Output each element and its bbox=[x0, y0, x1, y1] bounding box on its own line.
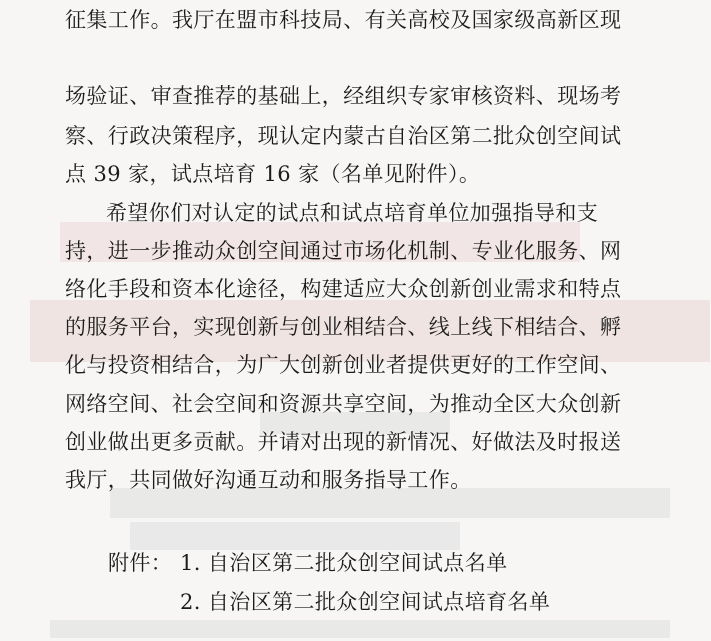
paragraph-line-11: 创业做出更多贡献。并请对出现的新情况、好做法及时报送 bbox=[65, 430, 622, 454]
paragraph-line-4: 点 39 家，试点培育 16 家（名单见附件）。 bbox=[65, 162, 481, 186]
paragraph-line-12: 我厅，共同做好沟通互动和服务指导工作。 bbox=[65, 468, 472, 492]
attachment-item-2: 2. 自治区第二批众创空间试点培育名单 bbox=[180, 590, 551, 614]
paragraph-line-1: 征集工作。我厅在盟市科技局、有关高校及国家级高新区现 bbox=[65, 8, 622, 32]
attachment-label: 附件： bbox=[108, 551, 173, 575]
attachment-item-1: 1. 自治区第二批众创空间试点名单 bbox=[180, 551, 508, 575]
paragraph-line-3: 察、行政决策程序，现认定内蒙古自治区第二批众创空间试 bbox=[65, 124, 622, 148]
paragraph-line-2: 场验证、审查推荐的基础上，经组织专家审核资料、现场考 bbox=[65, 84, 622, 108]
paragraph-line-5: 希望你们对认定的试点和试点培育单位加强指导和支 bbox=[106, 201, 599, 225]
paragraph-line-8: 的服务平台，实现创新与创业相结合、线上线下相结合、孵 bbox=[65, 315, 622, 339]
paragraph-line-6: 持，进一步推动众创空间通过市场化机制、专业化服务、网 bbox=[65, 239, 622, 263]
paragraph-line-7: 络化手段和资本化途径，构建适应大众创新创业需求和特点 bbox=[65, 277, 622, 301]
paragraph-line-9: 化与投资相结合，为广大创新创业者提供更好的工作空间、 bbox=[65, 353, 622, 377]
paragraph-line-10: 网络空间、社会空间和资源共享空间，为推动全区大众创新 bbox=[65, 392, 622, 416]
bleed-footer-band bbox=[50, 620, 670, 638]
